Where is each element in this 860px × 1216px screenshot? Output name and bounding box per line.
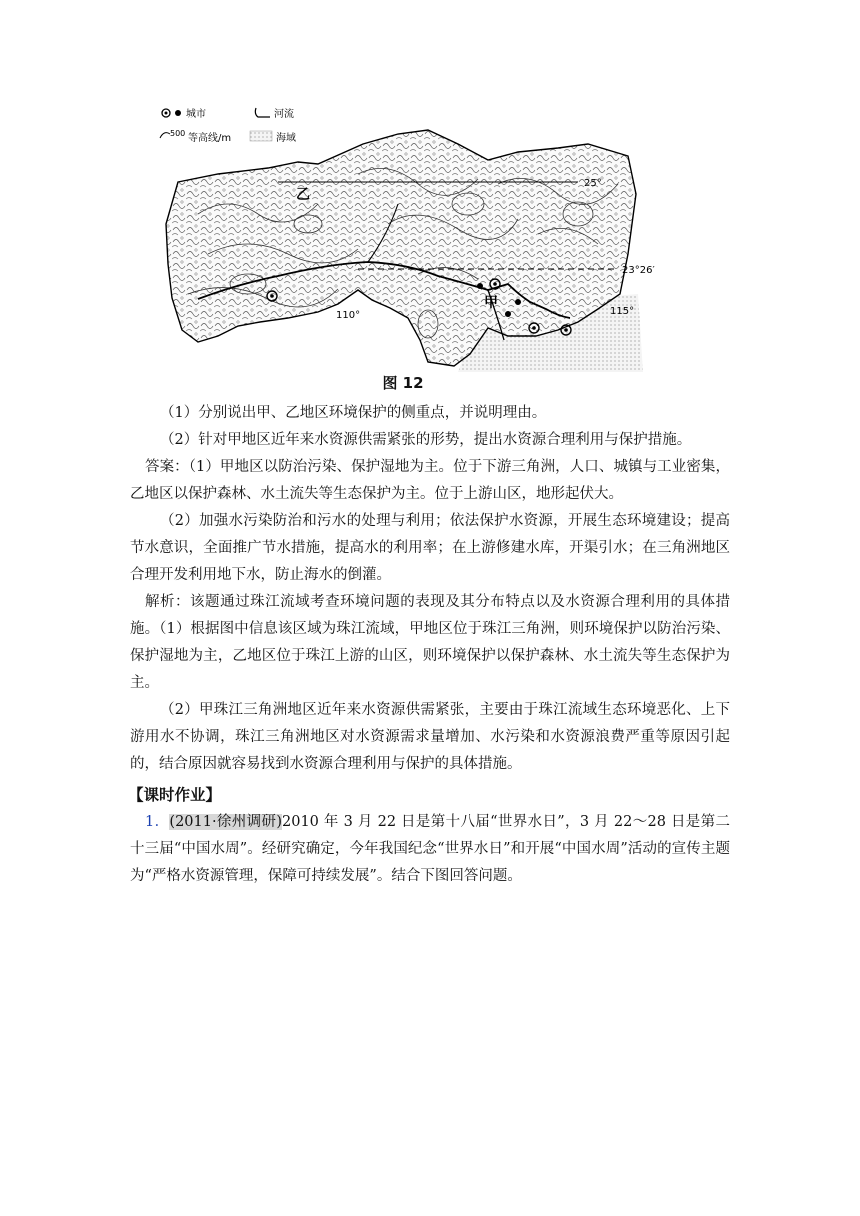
river-icon	[255, 108, 270, 117]
map-figure	[158, 104, 655, 394]
map-legend	[160, 107, 296, 144]
section-heading: 【课时作业】	[128, 786, 222, 804]
sea-icon	[250, 131, 272, 141]
label-lon-110: 110°	[336, 310, 361, 321]
question-1: （1）分别说出甲、乙地区环境保护的侧重点，并说明理由。	[160, 405, 547, 421]
question-text: 2010 年 3 月 22 日是第十八届“世界水日”，3 月 22～28 日是第二十三届“中国水周”。经研究确定，今年我国纪念“世界水日”和开展“中国水周”活动的宣传主题为“严格水资源管理，保障可持续发展”。结合下图回答问题。	[130, 814, 730, 884]
contour-icon	[160, 133, 170, 138]
label-tropic: 23°26′	[622, 265, 655, 276]
answer-paragraph-2: （2）加强水污染防治和污水的处理与利用；依法保护水资源，开展生态环境建设；提高节水意识，全面推广节水措施，提高水的利用率；在上游修建水库，开渠引水；在三角洲地区合理开发利用地下水，防止海水的倒灌。	[130, 513, 730, 583]
legend-contour: 等高线/m	[188, 133, 232, 144]
legend-contour-value: 500	[170, 129, 186, 138]
question-number: 1．	[145, 814, 170, 830]
legend-sea: 海域	[276, 133, 296, 144]
label-lon-115: 115°	[610, 306, 635, 317]
legend-river: 河流	[274, 109, 294, 120]
figure-caption: 图 12	[382, 374, 424, 392]
legend-city: 城市	[186, 109, 206, 120]
analysis-paragraph-2: （2）甲珠江三角洲地区近年来水资源供需紧张，主要由于珠江流域生态环境恶化、上下游用水不协调，珠江三角洲地区对水资源需求量增加、水污染和水资源浪费严重等原因引起的，结合原因就容易找到水资源合理利用与保护的具体措施。	[130, 702, 730, 772]
city-marker	[515, 299, 521, 305]
city-marker	[477, 283, 483, 289]
answer-paragraph-1: 答案：（1）甲地区以防治污染、保护湿地为主。位于下游三角洲，人口、城镇与工业密集，乙地区以保护森林、水土流失等生态保护为主。位于上游山区，地形起伏大。	[130, 459, 730, 502]
label-jia: 甲	[484, 295, 498, 311]
homework-question-1	[130, 809, 730, 890]
question-2: （2）针对甲地区近年来水资源供需紧张的形势，提出水资源合理利用与保护措施。	[160, 432, 692, 448]
question-source: (2011·徐州调研)	[169, 814, 282, 830]
document-body	[130, 400, 730, 890]
analysis-paragraph-1: 解析：该题通过珠江流域考查环境问题的表现及其分布特点以及水资源合理利用的具体措施。（1）根据图中信息该区域为珠江流域，甲地区位于珠江三角洲，则环境保护以防治污染、保护湿地为主，乙地区位于珠江上游的山区，则环境保护以保护森林、水土流失等生态保护为主。	[130, 594, 730, 691]
label-yi: 乙	[296, 187, 310, 203]
pearl-river-basin-map	[158, 104, 655, 374]
label-lat-25: 25°	[584, 178, 602, 189]
city-marker	[505, 311, 511, 317]
city-icon	[175, 110, 181, 116]
